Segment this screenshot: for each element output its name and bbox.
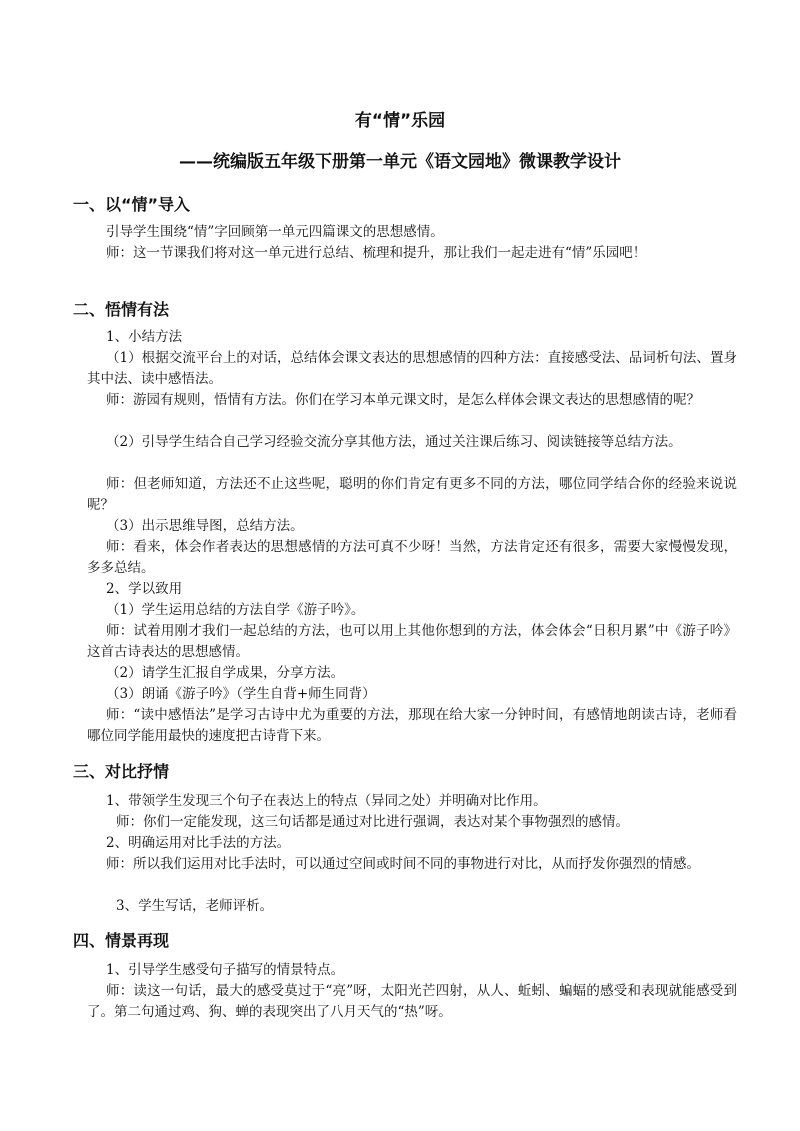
paragraph: 师：但老师知道，方法还不止这些呢，聪明的你们肯定有更多不同的方法，哪位同学结合你的经验来说说呢？ [87,476,737,513]
page-subtitle: ——统编版五年级下册第一单元《语文园地》微课教学设计 [179,152,621,172]
subheading: 1、带领学生发现三个句子在表达上的特点（异同之处）并明确对比作用。 [106,793,547,809]
paragraph: 师：游园有规则，悟情有方法。你们在学习本单元课文时，是怎么样体会课文表达的思想感情的呢？ [106,392,700,408]
paragraph: 师：你们一定能发现，这三句话都是通过对比进行强调，表达对某个事物强烈的感情。 [116,814,629,830]
section-heading-3: 三、对比抒情 [73,762,170,781]
paragraph: 师：“读中感悟法”是学习古诗中尤为重要的方法，那现在给大家一分钟时间，有感情地朗读古诗，老师看哪位同学能用最快的速度把古诗背下来。 [87,707,737,744]
paragraph: （2）引导学生结合自己学习经验交流分享其他方法，通过关注课后练习、阅读链接等总结方法。 [106,434,682,450]
section-heading-4: 四、情景再现 [73,931,170,950]
paragraph: 师：所以我们运用对比手法时，可以通过空间或时间不同的事物进行对比，从而抒发你强烈的情感。 [106,856,700,872]
subheading: 2、明确运用对比手法的方法。 [106,835,291,851]
section-heading-1: 一、以“情”导入 [73,195,191,214]
paragraph: （3）出示思维导图，总结方法。 [106,518,304,534]
paragraph: （1）根据交流平台上的对话，总结体会课文表达的思想感情的四种方法：直接感受法、品词析句法、置身其中法、读中感悟法。 [87,350,737,387]
subheading: 1、小结方法 [106,329,183,345]
paragraph: （1）学生运用总结的方法自学《游子吟》。 [106,602,365,618]
paragraph: （3）朗诵《游子吟》（学生自背+师生同背） [106,686,376,702]
paragraph: 师：看来，体会作者表达的思想感情的方法可真不少呀！当然，方法肯定还有很多，需要大家慢慢发现，多多总结。 [87,539,737,576]
paragraph: 师：这一节课我们将对这一单元进行总结、梳理和提升，那让我们一起走进有“情”乐园吧！ [106,245,647,261]
paragraph: 师：试着用刚才我们一起总结的方法，也可以用上其他你想到的方法，体会体会“日积月累”中《游子吟》这首古诗表达的思想感情。 [87,623,737,660]
page-title: 有“情”乐园 [354,111,446,131]
paragraph: 引导学生围绕“情”字回顾第一单元四篇课文的思想感情。 [106,224,444,240]
paragraph: （2）请学生汇报自学成果，分享方法。 [106,665,345,681]
subheading: 1、引导学生感受句子描写的情景特点。 [106,962,345,978]
section-heading-2: 二、悟情有法 [73,300,170,319]
paragraph: 师：读这一句话，最大的感受莫过于“亮”呀，太阳光芒四射，从人、蚯蚓、蝙蝠的感受和表现就能感受到了。第二句通过鸡、狗、蝉的表现突出了八月天气的“热”呀。 [87,983,737,1020]
subheading: 3、学生写话，老师评析。 [116,898,274,914]
subheading: 2、学以致用 [106,581,183,597]
